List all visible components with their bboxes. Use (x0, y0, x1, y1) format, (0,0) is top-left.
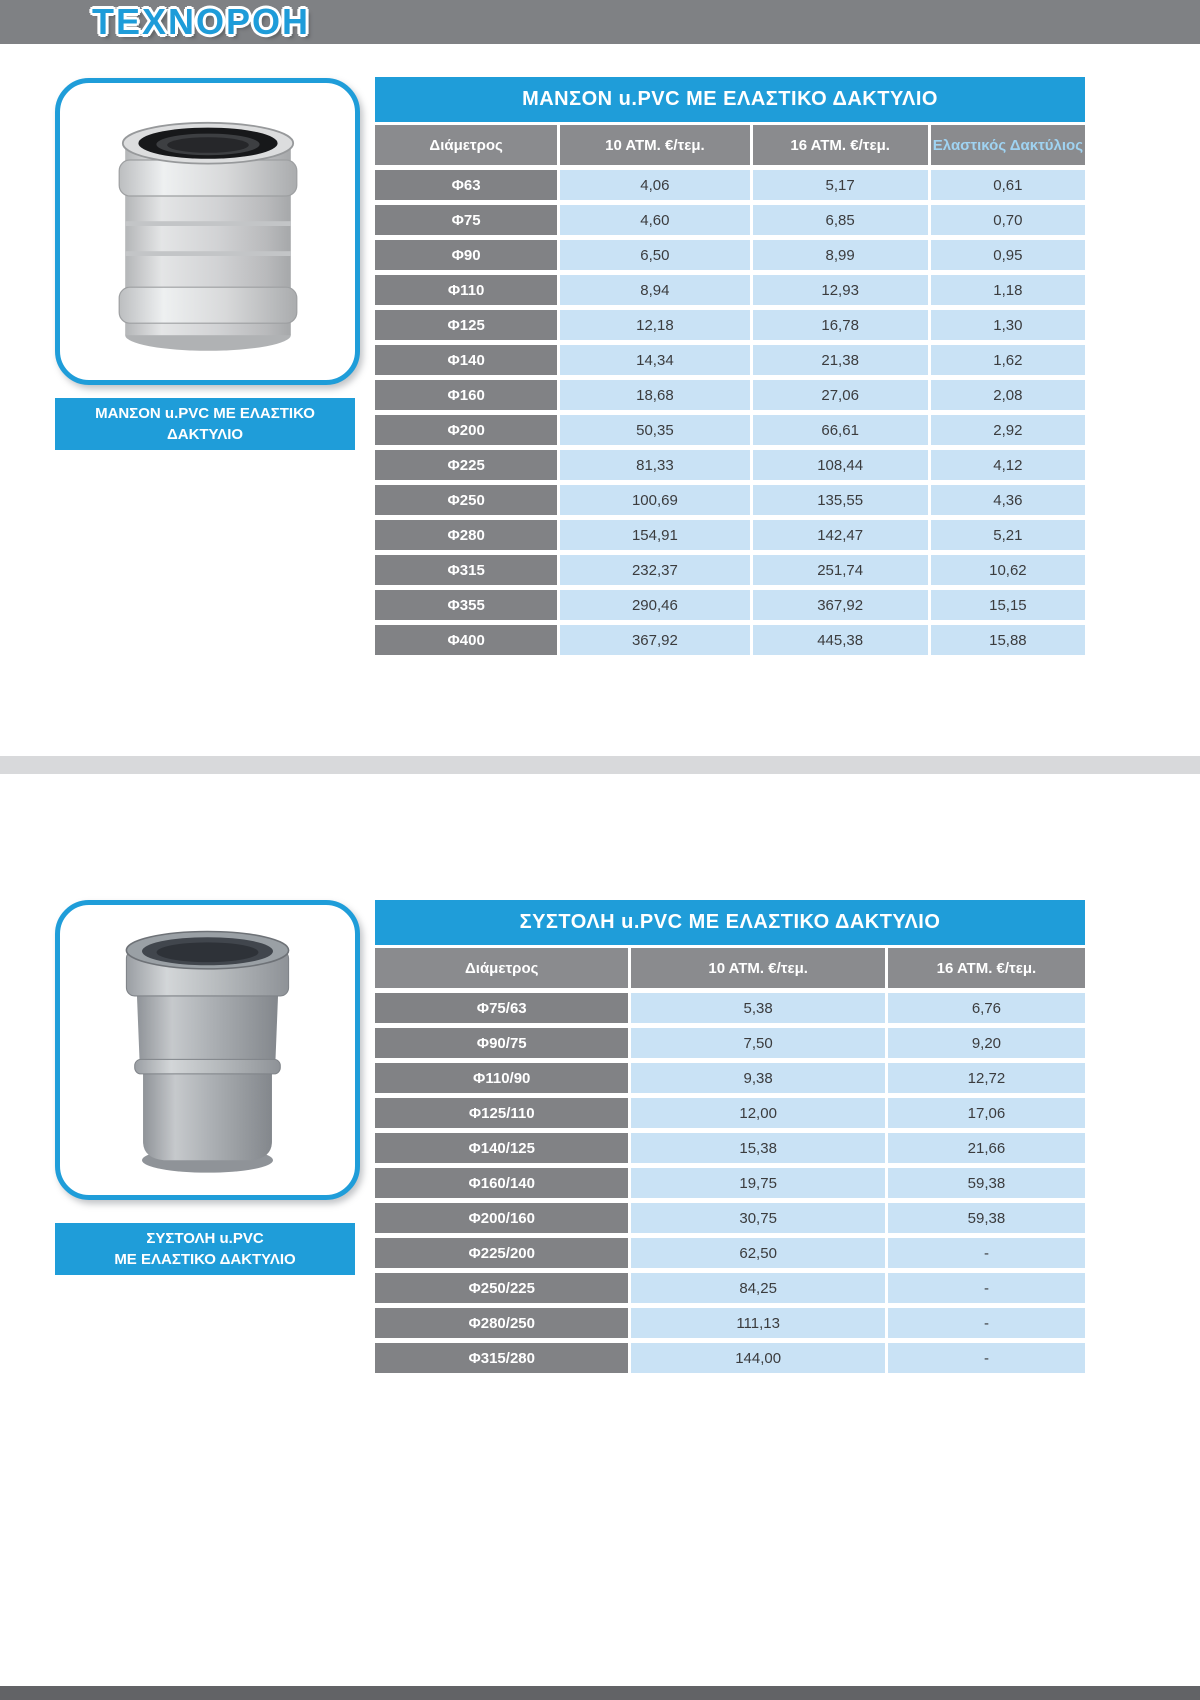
table-title: ΣΥΣΤΟΛΗ u.PVC ΜΕ ΕΛΑΣΤΙΚΟ ΔΑΚΤΥΛΙΟ (375, 900, 1085, 945)
product-image-card (55, 78, 360, 385)
table-row (375, 1098, 1085, 1128)
diameter-cell: Φ90/75 (375, 1028, 628, 1058)
price-cell: 4,12 (931, 450, 1085, 480)
price-cell: 17,06 (888, 1098, 1085, 1128)
price-cell: 62,50 (631, 1238, 884, 1268)
diameter-cell: Φ355 (375, 590, 557, 620)
price-cell: 1,18 (931, 275, 1085, 305)
price-cell: 1,62 (931, 345, 1085, 375)
table-row (375, 485, 1085, 515)
price-cell: 59,38 (888, 1203, 1085, 1233)
diameter-cell: Φ315/280 (375, 1343, 628, 1373)
price-cell: 144,00 (631, 1343, 884, 1373)
price-cell: 15,15 (931, 590, 1085, 620)
price-cell: 12,18 (560, 310, 749, 340)
table-body (375, 993, 1085, 1373)
price-cell: 19,75 (631, 1168, 884, 1198)
price-cell: - (888, 1308, 1085, 1338)
price-cell: 367,92 (560, 625, 749, 655)
diameter-cell: Φ280/250 (375, 1308, 628, 1338)
table-row (375, 1238, 1085, 1268)
price-cell: 9,20 (888, 1028, 1085, 1058)
price-cell: 108,44 (753, 450, 928, 480)
table-row (375, 625, 1085, 655)
price-cell: - (888, 1273, 1085, 1303)
diameter-cell: Φ125 (375, 310, 557, 340)
diameter-cell: Φ160/140 (375, 1168, 628, 1198)
price-cell: 2,92 (931, 415, 1085, 445)
table-row (375, 1168, 1085, 1198)
table-row (375, 240, 1085, 270)
price-cell: 4,36 (931, 485, 1085, 515)
table-body (375, 170, 1085, 655)
column-header: 10 ΑΤΜ. €/τεμ. (631, 948, 884, 988)
section-divider (0, 756, 1200, 774)
price-cell: 4,60 (560, 205, 749, 235)
table-row (375, 590, 1085, 620)
diameter-cell: Φ250/225 (375, 1273, 628, 1303)
price-cell: 81,33 (560, 450, 749, 480)
price-cell: 18,68 (560, 380, 749, 410)
price-cell: 66,61 (753, 415, 928, 445)
diameter-cell: Φ125/110 (375, 1098, 628, 1128)
column-header: Ελαστικός Δακτύλιος (931, 125, 1085, 165)
table-title: ΜΑΝΣΟΝ u.PVC ΜΕ ΕΛΑΣΤΙΚΟ ΔΑΚΤΥΛΙΟ (375, 77, 1085, 122)
table-row (375, 520, 1085, 550)
column-header: 16 ΑΤΜ. €/τεμ. (888, 948, 1085, 988)
diameter-cell: Φ63 (375, 170, 557, 200)
brand-logo: ΤΕΧΝΟΡΟΗ (92, 1, 311, 42)
table-row (375, 205, 1085, 235)
price-cell: 15,38 (631, 1133, 884, 1163)
price-cell: 9,38 (631, 1063, 884, 1093)
table-header-row (375, 125, 1085, 165)
price-cell: 367,92 (753, 590, 928, 620)
product-caption-manson (55, 398, 355, 450)
diameter-cell: Φ160 (375, 380, 557, 410)
price-cell: 4,06 (560, 170, 749, 200)
price-cell: 0,95 (931, 240, 1085, 270)
price-cell: 6,85 (753, 205, 928, 235)
product-image-card (55, 900, 360, 1200)
diameter-cell: Φ400 (375, 625, 557, 655)
price-cell: 232,37 (560, 555, 749, 585)
table-row (375, 1203, 1085, 1233)
price-cell: 0,61 (931, 170, 1085, 200)
price-cell: - (888, 1343, 1085, 1373)
price-cell: 59,38 (888, 1168, 1085, 1198)
price-cell: 111,13 (631, 1308, 884, 1338)
price-cell: 6,50 (560, 240, 749, 270)
table-row (375, 345, 1085, 375)
column-header: Διάμετρος (375, 125, 557, 165)
price-cell: 30,75 (631, 1203, 884, 1233)
table-row (375, 993, 1085, 1023)
caption-line: ΔΑΚΤΥΛΙΟ (166, 426, 244, 443)
diameter-cell: Φ200 (375, 415, 557, 445)
price-cell: 0,70 (931, 205, 1085, 235)
price-cell: 21,38 (753, 345, 928, 375)
price-cell: 5,17 (753, 170, 928, 200)
table-row (375, 275, 1085, 305)
table-row (375, 555, 1085, 585)
price-cell: 5,38 (631, 993, 884, 1023)
price-cell: 21,66 (888, 1133, 1085, 1163)
price-cell: 2,08 (931, 380, 1085, 410)
caption-line: ΜΕ ΕΛΑΣΤΙΚΟ ΔΑΚΤΥΛΙΟ (114, 1251, 296, 1268)
price-cell: 445,38 (753, 625, 928, 655)
diameter-cell: Φ315 (375, 555, 557, 585)
table-row (375, 450, 1085, 480)
price-cell: 135,55 (753, 485, 928, 515)
price-cell: 50,35 (560, 415, 749, 445)
price-cell: 10,62 (931, 555, 1085, 585)
price-cell: 8,94 (560, 275, 749, 305)
diameter-cell: Φ110 (375, 275, 557, 305)
table-row (375, 1308, 1085, 1338)
diameter-cell: Φ75 (375, 205, 557, 235)
table-row (375, 1273, 1085, 1303)
column-header: 10 ΑΤΜ. €/τεμ. (560, 125, 749, 165)
footer-bar (0, 1686, 1200, 1700)
column-header: Διάμετρος (375, 948, 628, 988)
pvc-reducer-photo (90, 919, 325, 1181)
diameter-cell: Φ140 (375, 345, 557, 375)
caption-line: ΜΑΝΣΟΝ u.PVC ΜΕ ΕΛΑΣΤΙΚΟ (95, 405, 315, 422)
header-bar (0, 0, 1200, 44)
price-table-manson (375, 77, 1085, 660)
caption-line: ΣΥΣΤΟΛΗ u.PVC (146, 1230, 264, 1247)
diameter-cell: Φ90 (375, 240, 557, 270)
price-cell: 142,47 (753, 520, 928, 550)
table-row (375, 1028, 1085, 1058)
table-row (375, 170, 1085, 200)
price-cell: 7,50 (631, 1028, 884, 1058)
price-cell: 16,78 (753, 310, 928, 340)
diameter-cell: Φ225/200 (375, 1238, 628, 1268)
price-cell: 6,76 (888, 993, 1085, 1023)
price-cell: - (888, 1238, 1085, 1268)
diameter-cell: Φ280 (375, 520, 557, 550)
price-cell: 12,00 (631, 1098, 884, 1128)
price-cell: 14,34 (560, 345, 749, 375)
price-cell: 290,46 (560, 590, 749, 620)
table-row (375, 380, 1085, 410)
table-row (375, 1343, 1085, 1373)
diameter-cell: Φ225 (375, 450, 557, 480)
price-cell: 27,06 (753, 380, 928, 410)
price-cell: 12,93 (753, 275, 928, 305)
pvc-coupling-photo (88, 107, 328, 357)
product-caption-systoli (55, 1223, 355, 1275)
price-cell: 8,99 (753, 240, 928, 270)
diameter-cell: Φ200/160 (375, 1203, 628, 1233)
price-cell: 1,30 (931, 310, 1085, 340)
table-row (375, 1063, 1085, 1093)
table-row (375, 1133, 1085, 1163)
table-row (375, 310, 1085, 340)
diameter-cell: Φ250 (375, 485, 557, 515)
price-cell: 251,74 (753, 555, 928, 585)
table-row (375, 415, 1085, 445)
diameter-cell: Φ110/90 (375, 1063, 628, 1093)
price-cell: 15,88 (931, 625, 1085, 655)
price-cell: 100,69 (560, 485, 749, 515)
price-cell: 84,25 (631, 1273, 884, 1303)
table-header-row (375, 948, 1085, 988)
column-header: 16 ΑΤΜ. €/τεμ. (753, 125, 928, 165)
price-cell: 154,91 (560, 520, 749, 550)
diameter-cell: Φ75/63 (375, 993, 628, 1023)
price-cell: 5,21 (931, 520, 1085, 550)
price-table-systoli (375, 900, 1085, 1378)
price-cell: 12,72 (888, 1063, 1085, 1093)
diameter-cell: Φ140/125 (375, 1133, 628, 1163)
